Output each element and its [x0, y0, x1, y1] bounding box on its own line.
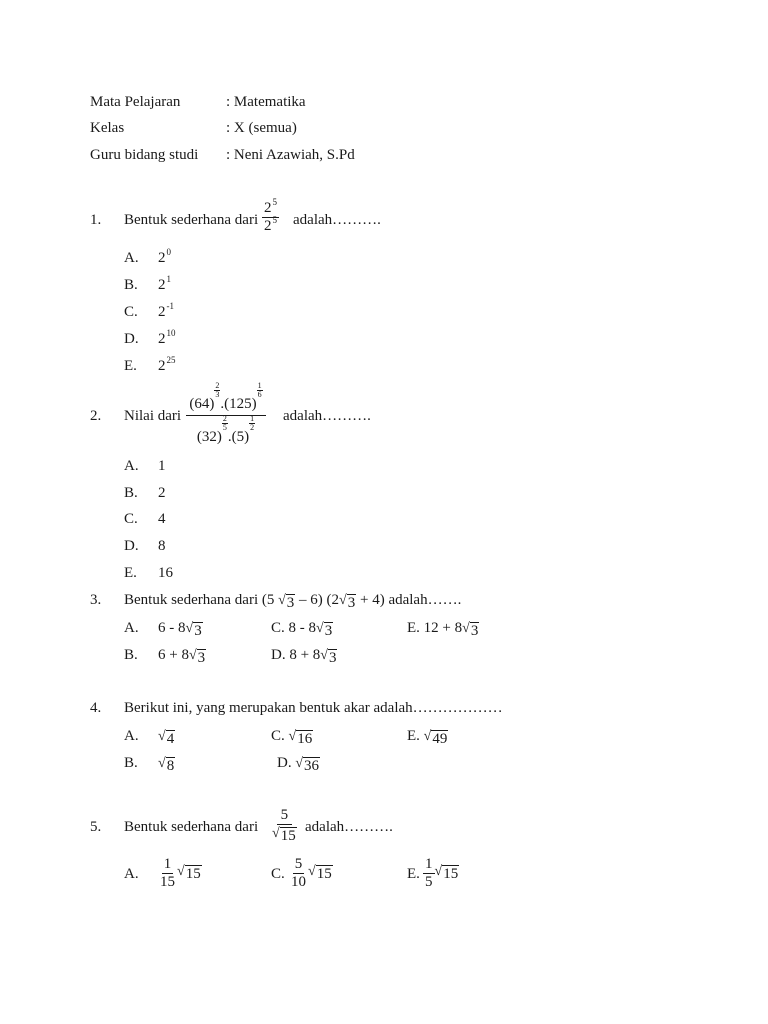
q2-den-b-exp-n: 1	[250, 414, 255, 423]
q4-option-d-sqrt: √ 36	[295, 756, 320, 774]
q1-prefix: Bentuk sederhana dari	[124, 212, 259, 228]
q5-option-e-value	[423, 856, 459, 892]
q5-fraction	[270, 807, 299, 845]
q1-num-exp: 5	[272, 197, 277, 207]
q4-option-d-value	[277, 755, 320, 775]
q3-option-b-value	[158, 647, 206, 667]
q4-text: Berikut ini, yang merupakan bentuk akar adalah………………	[124, 700, 503, 716]
q5-option-c-den: 10	[291, 874, 306, 891]
q1-option-b-letter: B.	[124, 277, 138, 293]
q1-option-c-value	[158, 301, 174, 321]
q5-option-c-sqrt: √ 15	[308, 864, 332, 882]
q5-option-c-label: C.	[271, 866, 285, 882]
q5-option-e-num: 1	[423, 856, 435, 874]
header-label-subject: Mata Pelajaran	[90, 94, 181, 110]
q4-option-d-rad: 36	[304, 758, 320, 774]
q2-num-a-exp-d: 3	[215, 390, 220, 399]
q3-option-e-value	[407, 620, 479, 640]
q1-option-b-base: 2	[158, 277, 166, 293]
q4-option-e-rad: 49	[432, 731, 448, 747]
q5-option-c-rad: 15	[316, 866, 332, 882]
q1-option-a-base: 2	[158, 250, 166, 266]
header-label-teacher: Guru bidang studi	[90, 147, 199, 163]
q3-number: 3.	[90, 592, 102, 608]
q5-number: 5.	[90, 819, 102, 835]
q4-option-c-pre: C.	[271, 728, 285, 744]
q3-option-e-rad: 3	[470, 623, 479, 639]
q3-sqrt-a: √ 3	[278, 593, 295, 611]
q5-option-a-num: 1	[162, 856, 174, 874]
q1-option-a-letter: A.	[124, 250, 139, 266]
q3-text-c: + 4) adalah…….	[359, 592, 462, 608]
q2-num-b-exp-d: 6	[257, 390, 262, 399]
q5-option-a-letter: A.	[124, 866, 139, 882]
q3-option-b-rad: 3	[197, 650, 206, 666]
q4-option-b-rad: 8	[166, 758, 175, 774]
q3-option-b-letter: B.	[124, 647, 138, 663]
q3-text-b: – 6) (2	[299, 592, 340, 608]
q4-option-e-pre: E.	[407, 728, 420, 744]
q5-option-e-sqrt: √ 15	[434, 864, 459, 882]
q5-option-e-label: E.	[407, 866, 420, 882]
q2-num-a: 64	[194, 396, 210, 412]
q2-option-e-value: 16	[158, 565, 173, 581]
q1-number: 1.	[90, 212, 102, 228]
q2-den-a-exp-n: 2	[222, 414, 227, 423]
q3-option-a-sqrt: √ 3	[185, 621, 202, 639]
q5-frac-den-rad: 15	[280, 828, 296, 845]
q1-option-c-letter: C.	[124, 304, 138, 320]
q2-option-d-value: 8	[158, 538, 166, 554]
q5-frac-num: 5	[277, 807, 293, 825]
q4-option-b-sqrt: √ 8	[158, 756, 175, 774]
q2-denominator: ( 32 ) 2 5 .( 5 ) 1 2	[196, 414, 255, 445]
q2-suffix: adalah……….	[283, 408, 371, 424]
q1-fraction	[262, 197, 279, 236]
q1-option-e-value	[158, 355, 176, 375]
header-label-class: Kelas	[90, 120, 125, 136]
q1-den-base: 2	[264, 218, 272, 235]
q3-option-a-rad: 3	[194, 623, 202, 639]
q1-option-a-value	[158, 247, 171, 267]
q2-option-e-letter: E.	[124, 565, 137, 581]
q2-num-a-exp-n: 2	[215, 381, 220, 390]
q2-option-b-value: 2	[158, 485, 166, 501]
q5-option-a-den: 15	[160, 874, 175, 891]
q3-text-a: Bentuk sederhana dari (5	[124, 592, 275, 608]
q3-option-e-pre: E. 12 + 8	[407, 620, 463, 636]
q1-option-b-value	[158, 274, 171, 294]
q3-option-b-sqrt: √ 3	[188, 648, 206, 666]
q2-num-b-exp-n: 1	[257, 381, 262, 390]
q2-prefix: Nilai dari	[124, 408, 182, 424]
q3-option-d-sqrt: √ 3	[320, 648, 337, 666]
q1-option-b-exp: 1	[166, 274, 171, 284]
q3-option-c-rad: 3	[324, 623, 333, 639]
q2-option-a-letter: A.	[124, 458, 139, 474]
q3-option-a-pre: 6 - 8	[158, 620, 186, 636]
q3-radicand-b: 3	[347, 595, 356, 611]
q3-option-d-pre: D. 8 + 8	[271, 647, 321, 663]
header-value-class: : X (semua)	[226, 120, 297, 136]
q4-option-b-letter: B.	[124, 755, 138, 771]
q4-option-a-rad: 4	[166, 731, 175, 747]
q4-option-b-value	[158, 755, 175, 775]
q5-option-c-num: 5	[293, 856, 305, 874]
q3-option-c-value	[271, 620, 333, 640]
q1-option-d-letter: D.	[124, 331, 139, 347]
q5-suffix: adalah……….	[305, 819, 393, 835]
q4-option-a-letter: A.	[124, 728, 139, 744]
q2-den-b-exp-d: 2	[250, 423, 255, 432]
q1-den-exp: 5	[272, 215, 277, 226]
q2-fraction	[186, 383, 266, 446]
q1-option-d-base: 2	[158, 331, 166, 347]
q4-option-a-value	[158, 728, 175, 748]
q3-option-b-pre: 6 + 8	[158, 647, 189, 663]
q1-option-c-exp: -1	[166, 301, 174, 311]
q2-option-b-letter: B.	[124, 485, 138, 501]
q4-option-c-sqrt: √ 16	[288, 729, 313, 747]
q5-option-a-value	[158, 856, 202, 892]
q2-numerator: ( 64 ) 2 3 .( 125 ) 1 6	[186, 383, 266, 416]
q2-option-c-value: 4	[158, 511, 166, 527]
q1-option-a-exp: 0	[166, 247, 171, 257]
q1-option-e-letter: E.	[124, 358, 137, 374]
q4-option-a-sqrt: √ 4	[158, 729, 175, 747]
q4-option-e-value	[407, 728, 448, 748]
header-value-teacher: : Neni Azawiah, S.Pd	[226, 147, 355, 163]
q2-number: 2.	[90, 408, 102, 424]
q5-option-e-rad: 15	[443, 866, 459, 882]
q3-option-e-sqrt: √ 3	[462, 621, 479, 639]
q3-radicand-a: 3	[286, 595, 295, 611]
q4-option-e-sqrt: √ 49	[423, 729, 448, 747]
q1-suffix: adalah……….	[293, 212, 381, 228]
q3-option-a-value	[158, 620, 203, 640]
q3-option-d-value	[271, 647, 337, 667]
q5-prefix: Bentuk sederhana dari	[124, 819, 259, 835]
q2-num-a-exp	[214, 382, 220, 399]
q5-option-e-den: 5	[425, 874, 433, 891]
q5-option-a-sqrt: √ 15	[177, 864, 201, 882]
q2-den-b-exp	[249, 415, 255, 432]
q3-option-d-rad: 3	[328, 650, 337, 666]
q2-den-a-exp	[222, 415, 228, 432]
q2-den-a-exp-d: 5	[222, 423, 227, 432]
q3-option-c-sqrt: √ 3	[316, 621, 333, 639]
q4-option-c-rad: 16	[297, 731, 313, 747]
header-value-subject: : Matematika	[226, 94, 306, 110]
q3-option-c-pre: C. 8 - 8	[271, 620, 316, 636]
q2-den-b: 5	[236, 429, 245, 445]
q2-option-d-letter: D.	[124, 538, 139, 554]
q3-option-a-letter: A.	[124, 620, 139, 636]
q4-number: 4.	[90, 700, 102, 716]
q5-option-a-rad: 15	[185, 866, 201, 882]
q3-text	[124, 592, 461, 612]
q1-option-d-exp: 10	[166, 328, 176, 338]
q1-option-e-base: 2	[158, 358, 166, 374]
q2-num-b-exp	[257, 382, 263, 399]
q1-num-base: 2	[264, 200, 272, 216]
q5-option-c-value	[289, 856, 333, 892]
q4-option-c-value	[271, 728, 313, 748]
q2-den-a: 32	[201, 429, 217, 445]
q5-frac-den-sqrt: √ 15	[272, 826, 296, 845]
q1-option-c-base: 2	[158, 304, 166, 320]
q2-option-c-letter: C.	[124, 511, 138, 527]
q4-option-d-pre: D.	[277, 755, 292, 771]
q1-option-d-value	[158, 328, 176, 348]
q1-option-e-exp: 25	[166, 355, 176, 365]
q2-option-a-value: 1	[158, 458, 166, 474]
q3-sqrt-b: √ 3	[339, 593, 356, 611]
q2-num-b: 125	[229, 396, 252, 412]
